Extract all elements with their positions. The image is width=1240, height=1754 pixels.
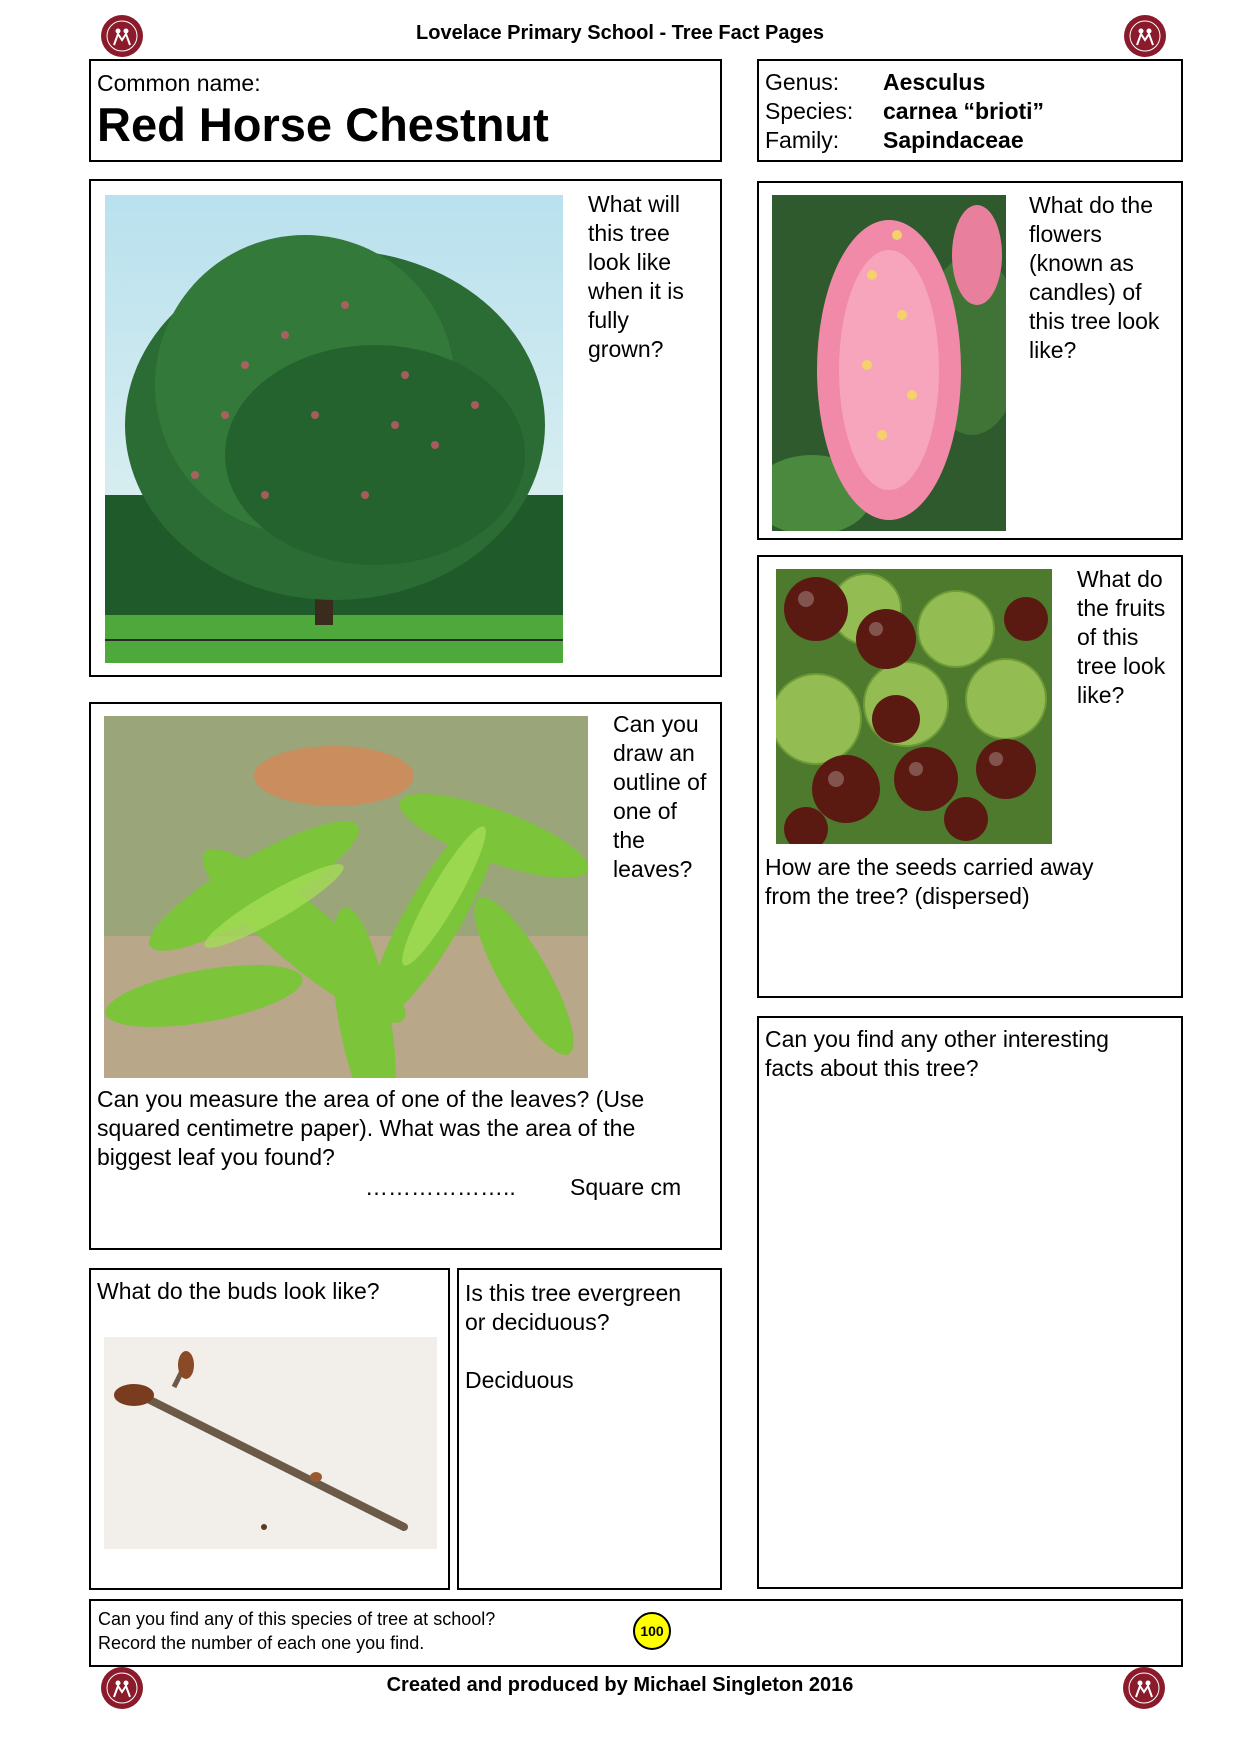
tree-question-line6: grown? [588, 336, 664, 362]
measure-unit: Square cm [570, 1174, 682, 1200]
evergreen-question-line2: or deciduous? [465, 1309, 610, 1335]
page-header-title: Lovelace Primary School - Tree Fact Pages [416, 22, 824, 44]
flowers-question-line2: flowers [1029, 221, 1102, 247]
fruits-question-line2: the fruits [1077, 595, 1166, 621]
genus-label: Genus: [765, 69, 840, 95]
leaves-question-line5: the [613, 827, 645, 853]
leaves-question-line1: Can you [613, 711, 699, 737]
leaves-question-line2: draw an [613, 740, 695, 766]
count-question-line2: Record the number of each one you find. [98, 1633, 425, 1653]
evergreen-answer: Deciduous [465, 1367, 574, 1393]
fruits-question-line3: of this [1077, 624, 1139, 650]
common-name-value: Red Horse Chestnut [97, 98, 549, 151]
fruits-question-line5: like? [1077, 682, 1125, 708]
tree-question-line5: fully [588, 307, 629, 333]
seeds-question-line2: from the tree? (dispersed) [765, 883, 1030, 909]
measure-line2: squared centimetre paper). What was the area of the [97, 1115, 636, 1141]
leaves-question-line6: leaves? [613, 856, 693, 882]
tree-question-line3: look like [588, 249, 672, 275]
species-value: carnea “brioti” [883, 98, 1045, 124]
flower-photo [772, 195, 1006, 531]
flowers-question-line4: candles) of [1029, 279, 1142, 305]
count-question-line1: Can you find any of this species of tree at school? [98, 1609, 496, 1629]
leaves-question-line4: one of [613, 798, 677, 824]
tree-box [89, 179, 722, 677]
measure-line3: biggest leaf you found? [97, 1144, 335, 1170]
bud-photo [104, 1337, 437, 1549]
buds-question: What do the buds look like? [97, 1278, 380, 1304]
leaves-question-line3: outline of [613, 769, 707, 795]
facts-question-line1: Can you find any other interesting [765, 1026, 1109, 1052]
count-badge: 100 [633, 1612, 671, 1650]
tree-photo [105, 195, 563, 663]
flowers-question-line6: like? [1029, 337, 1077, 363]
family-label: Family: [765, 127, 840, 153]
tree-question-line2: this tree [588, 220, 670, 246]
fruits-box [757, 555, 1183, 998]
fruits-question-line4: tree look [1077, 653, 1166, 679]
common-name-box [89, 59, 722, 162]
flowers-box [757, 181, 1183, 540]
leaves-photo [104, 716, 588, 1078]
taxonomy-box [757, 59, 1183, 162]
fruits-question-line1: What do [1077, 566, 1163, 592]
fruit-photo [776, 569, 1052, 844]
tree-question-line1: What will [588, 191, 681, 217]
flowers-question-line1: What do the [1029, 192, 1154, 218]
school-logo [1123, 14, 1167, 58]
count-box [89, 1599, 1183, 1667]
flowers-question-line3: (known as [1029, 250, 1134, 276]
tree-question-line4: when it is [588, 278, 684, 304]
evergreen-question-line1: Is this tree evergreen [465, 1280, 682, 1306]
family-value: Sapindaceae [883, 127, 1024, 153]
facts-question-line2: facts about this tree? [765, 1055, 979, 1081]
school-logo [1122, 1666, 1166, 1710]
seeds-question-line1: How are the seeds carried away [765, 854, 1094, 880]
flowers-question-line5: this tree look [1029, 308, 1160, 334]
buds-box [89, 1268, 450, 1590]
page-footer-title: Created and produced by Michael Singleton 2016 [386, 1674, 854, 1696]
evergreen-box [457, 1268, 722, 1590]
measure-dots: ……………….. [365, 1174, 516, 1200]
facts-box [757, 1016, 1183, 1589]
leaves-box [89, 702, 722, 1250]
genus-value: Aesculus [883, 69, 986, 95]
measure-line1: Can you measure the area of one of the leaves? (Use [97, 1086, 645, 1112]
species-label: Species: [765, 98, 854, 124]
common-name-label: Common name: [97, 70, 261, 96]
